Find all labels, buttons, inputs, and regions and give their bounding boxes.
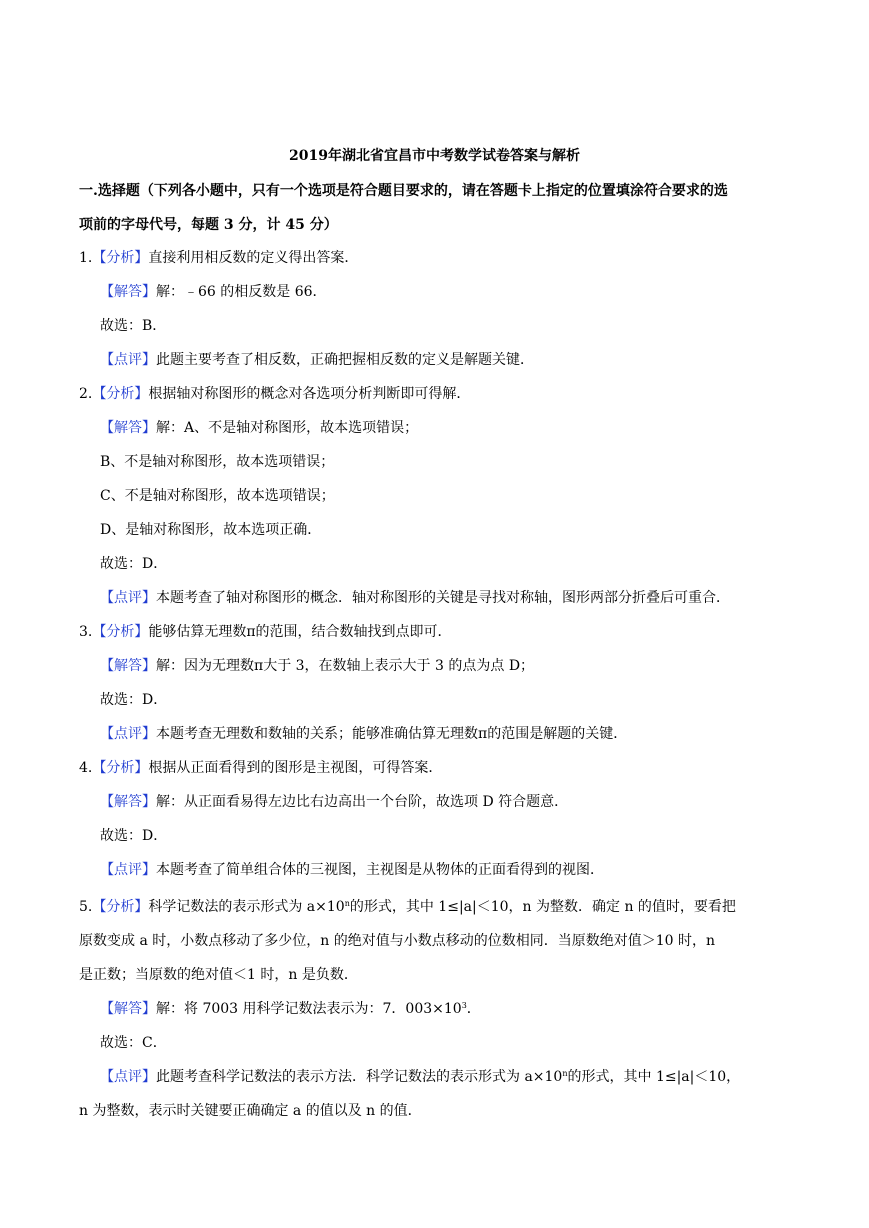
q5-analysis-exponent: n (344, 899, 350, 908)
q4-comment-text: 本题考查了简单组合体的三视图，主视图是从物体的正面看得到的视图． (156, 862, 604, 878)
q2-option-d: D、是轴对称图形，故本选项正确． (100, 522, 322, 538)
q4-analysis-text: 根据从正面看得到的图形是主视图，可得答案． (148, 760, 443, 776)
comment-tag: 【点评】 (100, 1069, 156, 1085)
q4-answer-text: 解：从正面看易得左边比右边高出一个台阶，故选项 D 符合题意． (156, 794, 569, 810)
q2-comment-text: 本题考查了轴对称图形的概念．轴对称图形的关键是寻找对称轴，图形两部分折叠后可重合． (156, 590, 730, 606)
q3-analysis-line (79, 622, 452, 642)
q5-answer-line (100, 999, 481, 1019)
q4-analysis-line (79, 758, 442, 778)
q5-comment-line-1 (100, 1067, 740, 1087)
answer-tag: 【解答】 (100, 1001, 156, 1017)
comment-tag: 【点评】 (100, 862, 156, 878)
q2-option-c: C、不是轴对称图形，故本选项错误； (100, 488, 335, 504)
q3-answer-text: 解：因为无理数π大于 3，在数轴上表示大于 3 的点为点 D； (156, 658, 535, 674)
comment-tag: 【点评】 (100, 726, 156, 742)
analysis-tag: 【分析】 (92, 624, 149, 640)
q5-comment-text-a: 此题考查科学记数法的表示方法．科学记数法的表示形式为 a×10 (156, 1069, 563, 1085)
document-title: 2019年湖北省宜昌市中考数学试卷答案与解析 (289, 148, 580, 164)
section-heading-line-2: 项前的字母代号，每题 3 分，计 45 分） (79, 217, 338, 233)
answer-tag: 【解答】 (100, 658, 156, 674)
q1-answer-line (100, 282, 327, 302)
question-number: 2. (79, 386, 93, 402)
q1-answer-text: 解：﹣66 的相反数是 66． (156, 284, 327, 300)
q2-choice: 故选：D． (100, 556, 168, 572)
q4-comment-line (100, 860, 604, 880)
q1-analysis-text: 直接利用相反数的定义得出答案． (148, 250, 359, 266)
analysis-tag: 【分析】 (92, 899, 149, 915)
answer-tag: 【解答】 (100, 420, 156, 436)
q5-analysis-line-3: 是正数；当原数的绝对值＜1 时，n 是负数． (79, 967, 358, 983)
q5-answer-text-a: 解：将 7003 用科学记数法表示为：7．003×10 (156, 1001, 462, 1017)
q5-analysis-text-a: 科学记数法的表示形式为 a×10 (148, 899, 345, 915)
q5-comment-line-2: n 为整数，表示时关键要正确确定 a 的值以及 n 的值． (79, 1103, 422, 1119)
q3-analysis-text: 能够估算无理数π的范围，结合数轴找到点即可． (148, 624, 452, 640)
q1-analysis-line (79, 248, 358, 268)
q5-comment-exponent: n (562, 1069, 568, 1078)
q2-analysis-line (79, 384, 470, 404)
comment-tag: 【点评】 (100, 352, 156, 368)
q3-comment-text: 本题考查无理数和数轴的关系；能够准确估算无理数π的范围是解题的关键． (156, 726, 628, 742)
q2-option-b: B、不是轴对称图形，故本选项错误； (100, 454, 335, 470)
question-number: 4. (79, 760, 93, 776)
q5-comment-text-b: 的形式，其中 1≤|a|＜10， (567, 1069, 741, 1085)
analysis-tag: 【分析】 (92, 760, 149, 776)
question-number: 3. (79, 624, 93, 640)
q5-answer-exponent: 3 (461, 1001, 467, 1010)
analysis-tag: 【分析】 (92, 386, 149, 402)
question-number: 1. (79, 250, 93, 266)
q2-answer-text: 解：A、不是轴对称图形，故本选项错误； (156, 420, 419, 436)
answer-tag: 【解答】 (100, 794, 156, 810)
q5-analysis-text-b: 的形式，其中 1≤|a|＜10，n 为整数．确定 n 的值时，要看把 (349, 899, 736, 915)
q1-comment-text: 此题主要考查了相反数，正确把握相反数的定义是解题关键． (156, 352, 534, 368)
q1-choice: 故选：B． (100, 318, 167, 334)
q2-analysis-text: 根据轴对称图形的概念对各选项分析判断即可得解． (148, 386, 471, 402)
analysis-tag: 【分析】 (92, 250, 149, 266)
q1-comment-line (100, 350, 534, 370)
answer-tag: 【解答】 (100, 284, 156, 300)
q4-choice: 故选：D． (100, 828, 168, 844)
section-heading-line-1: 一.选择题（下列各小题中，只有一个选项是符合题目要求的，请在答题卡上指定的位置填涂符合要求的选 (79, 183, 728, 199)
q3-comment-line (100, 724, 627, 744)
q5-analysis-line-2: 原数变成 a 时，小数点移动了多少位，n 的绝对值与小数点移动的位数相同．当原数绝对值＞10 时，n (79, 933, 715, 949)
q3-choice: 故选：D． (100, 692, 168, 708)
q3-answer-line (100, 656, 534, 676)
q4-answer-line (100, 792, 568, 812)
q2-answer-line (100, 418, 418, 438)
q5-answer-text-b: ． (466, 1001, 481, 1017)
q2-comment-line (100, 588, 730, 608)
q5-analysis-line-1 (79, 897, 736, 917)
comment-tag: 【点评】 (100, 590, 156, 606)
q5-choice: 故选：C． (100, 1035, 167, 1051)
question-number: 5. (79, 899, 93, 915)
